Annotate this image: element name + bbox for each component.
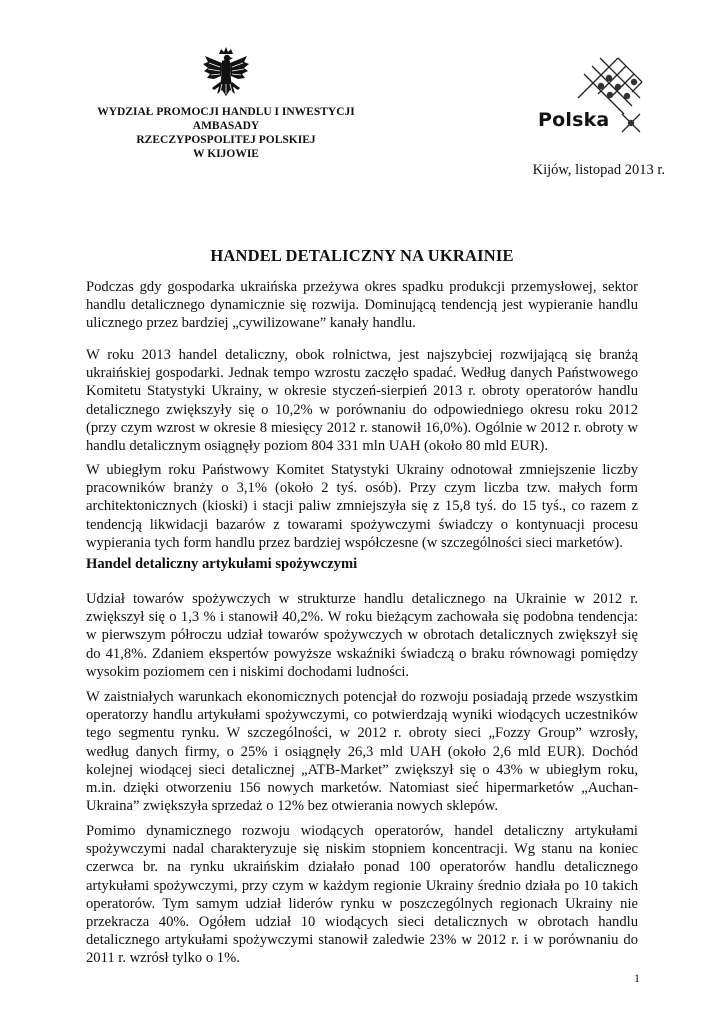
polska-logo-text: Polska	[538, 109, 610, 131]
paragraph-text: Pomimo dynamicznego rozwoju wiodących operatorów, handel detaliczny artykułami spożywczymi nadal charakteryzuje się niskim stopniem koncentracji. Wg stanu na koniec czerwca br. na rynku ukraińskim działało ponad 100 operatorów handlu detalicznego artykułami spożywczymi, przy czym w każdym regionie Ukrainy średnio działa po 10 takich operatorów. Tym samym udział liderów rynku w poszczególnych regionach Ukrainy nie przekracza 40%. Ogółem udział 10 wiodących sieci detalicznych w obrotach handlu detalicznego artykułami spożywczymi stanowił zaledwie 23% w 2012 r. i w porównaniu do 2011 r. wzrósł tylko o 1%.	[86, 823, 638, 967]
polish-eagle-emblem-icon	[200, 46, 252, 104]
section-heading: Handel detaliczny artykułami spożywczymi	[86, 556, 358, 572]
paragraph-text: W ubiegłym roku Państwowy Komitet Statystyki Ukrainy odnotował zmniejszenie liczby pracowników branży o 3,1% (około 2 tyś. osób). Przy czym liczba tzw. małych form architektonicznych (kioski) i stacji paliw zmniejszyła się z 15,8 tyś. do 15 tyś., co razem z tendencją likwidacji bazarów z towarami spożywczymi świadczy o kontynuacji procesu wypierania tych form handlu przez bardziej współczesne (w szczególności sieci marketów).	[86, 462, 638, 551]
paragraph-text: W roku 2013 handel detaliczny, obok rolnictwa, jest najszybciej rozwijającą się branżą ukraińskiej gospodarki. Jednak tempo wzrostu zaczęło spadać. Według danych Państwowego Komitetu Statystyki Ukrainy, w okresie styczeń-sierpień 2013 r. obroty operatorów handlu detalicznego zwiększyły się o 10,2% w porównaniu do odpowiedniego okresu roku 2012 (przy czym wzrost w okresie 8 miesięcy 2012 r. stanowił 16,0%). Ogólnie w 2012 r. obroty w handlu detalicznym osiągnęły poziom 804 331 mln UAH (około 80 mld EUR).	[86, 347, 638, 455]
page-number: 1	[634, 971, 640, 985]
paragraph-text: Podczas gdy gospodarka ukraińska przeżywa okres spadku produkcji przemysłowej, sektor handlu detalicznego dynamicznie się rozwija. Dominującą tendencją jest wypieranie handlu ulicznego przez bardziej „cywilizowane” kanały handlu.	[86, 279, 638, 332]
organization-line: W KIJOWIE	[193, 148, 259, 160]
paragraph	[86, 590, 638, 681]
paragraph	[86, 278, 638, 333]
paragraph	[86, 822, 638, 968]
organization-line: AMBASADY	[192, 120, 260, 132]
paragraph	[86, 346, 638, 455]
organization-name	[70, 105, 382, 161]
organization-line: RZECZYPOSPOLITEJ POLSKIEJ	[136, 134, 316, 146]
paragraph	[86, 688, 638, 815]
paragraph-text: Udział towarów spożywczych w strukturze handlu detalicznego na Ukrainie w 2012 r. zwiększył się o 1,3 % i stanowił 40,2%. W roku bieżącym zachowała się podobna tendencja: w pierwszym półroczu udział towarów spożywczych w obrotach detalicznych zwiększył się do 41,8%. Zdaniem ekspertów powyższe wskaźniki świadczą o braku równowagi pomiędzy wysokim poziomem cen i niskimi dochodami ludności.	[86, 591, 638, 680]
paragraph-text: W zaistniałych warunkach ekonomicznych potencjał do rozwoju posiadają przede wszystkim operatorzy handlu artykułami spożywczymi, co potwierdzają wyniki wiodących uczestników tego segmentu rynku. W szczególności, w 2012 r. obroty sieci „Fozzy Group” wzrosły, według danych firmy, o 25% i osiągnęły 26,3 mld UAH (około 2,6 mld EUR). Dochód kolejnej wiodącej sieci detalicznej „ATB-Market” zwiększył się o 43% w ubiegłym roku, m.in. dzięki otworzeniu 156 nowych marketów. Natomiast sieć hipermarketów „Auchan-Ukraina” zwiększyła sprzedaż o 12% bez otwierania nowych sklepów.	[86, 689, 638, 815]
paragraph	[86, 461, 638, 552]
document-title: HANDEL DETALICZNY NA UKRAINIE	[210, 246, 514, 265]
polska-brand-logo-icon	[522, 52, 652, 147]
document-date: Kijów, listopad 2013 r.	[532, 162, 665, 178]
organization-line: WYDZIAŁ PROMOCJI HANDLU I INWESTYCJI	[97, 106, 355, 118]
